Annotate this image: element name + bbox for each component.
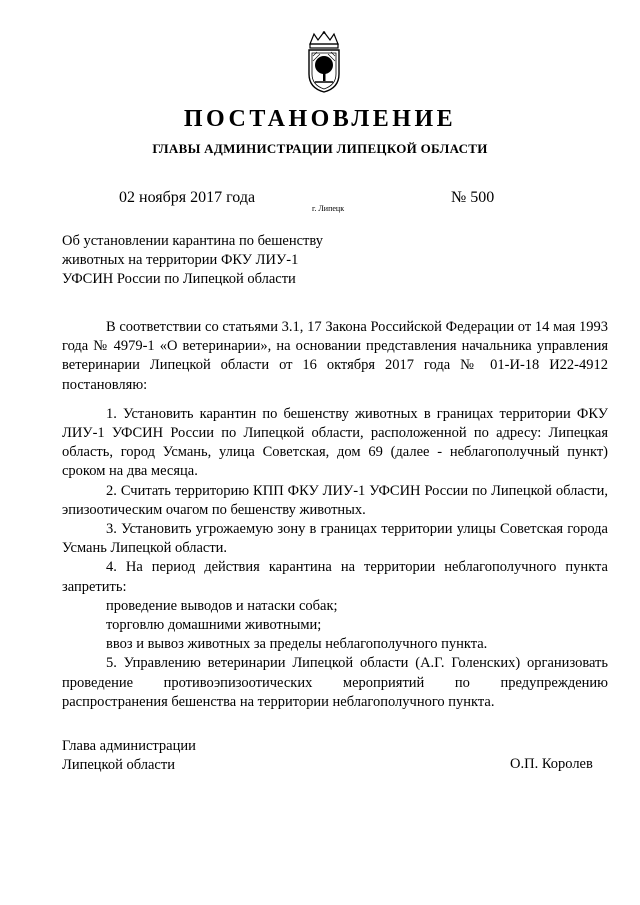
position-line: Липецкой области	[62, 757, 175, 773]
subject-line: УФСИН России по Липецкой области	[62, 271, 296, 287]
signatory-position	[62, 737, 196, 775]
clause-5: 5. Управлению ветеринарии Липецкой области (А.Г. Голенских) организовать проведение противоэпизоотических мероприятий по предупреждению распространения бешенства на территории неблагополучного пункта.	[62, 655, 608, 710]
document-city: г. Липецк	[312, 204, 345, 213]
subject-line: животных на территории ФКУ ЛИУ-1	[62, 252, 299, 268]
ban-item: ввоз и вывоз животных за пределы неблагополучного пункта.	[106, 636, 488, 653]
clause-3: 3. Установить угрожаемую зону в границах территории улицы Советская города Усмань Липецкой области.	[62, 521, 608, 557]
issuing-authority: ГЛАВЫ АДМИНИСТРАЦИИ ЛИПЕЦКОЙ ОБЛАСТИ	[152, 141, 488, 156]
document-date: 02 ноября 2017 года	[119, 189, 256, 206]
ban-item: проведение выводов и натаски собак;	[106, 597, 338, 614]
document-title: ПОСТАНОВЛЕНИЕ	[183, 106, 457, 132]
document-subject	[62, 232, 362, 289]
signatory-name: О.П. Королев	[510, 756, 593, 772]
clause-4: 4. На период действия карантина на территории неблагополучного пункта запретить:	[62, 559, 608, 595]
document-body	[62, 318, 608, 712]
subject-line: Об установлении карантина по бешенству	[62, 233, 323, 249]
clause-2: 2. Считать территорию КПП ФКУ ЛИУ-1 УФСИН России по Липецкой области, эпизоотическим очагом по бешенству животных.	[62, 482, 608, 518]
preamble-paragraph: В соответствии со статьями 3.1, 17 Закона Российской Федерации от 14 мая 1993 года № 4979-1 «О ветеринарии», на основании представления начальника управления ветеринарии Липецкой области от 16 октября 2017 года № 01-И-18 И22-4912 постановляю:	[62, 319, 608, 393]
coat-of-arms-emblem-icon	[304, 30, 344, 94]
position-line: Глава администрации	[62, 738, 196, 754]
document-number: № 500	[451, 189, 495, 206]
ban-item: торговлю домашними животными;	[106, 617, 322, 634]
clause-1: 1. Установить карантин по бешенству животных в границах территории ФКУ ЛИУ-1 УФСИН России по Липецкой области, расположенной по адресу: Липецкая область, город Усмань, улица Советская, дом 69 (далее - неблагополучный пункт) сроком на два месяца.	[62, 405, 608, 480]
